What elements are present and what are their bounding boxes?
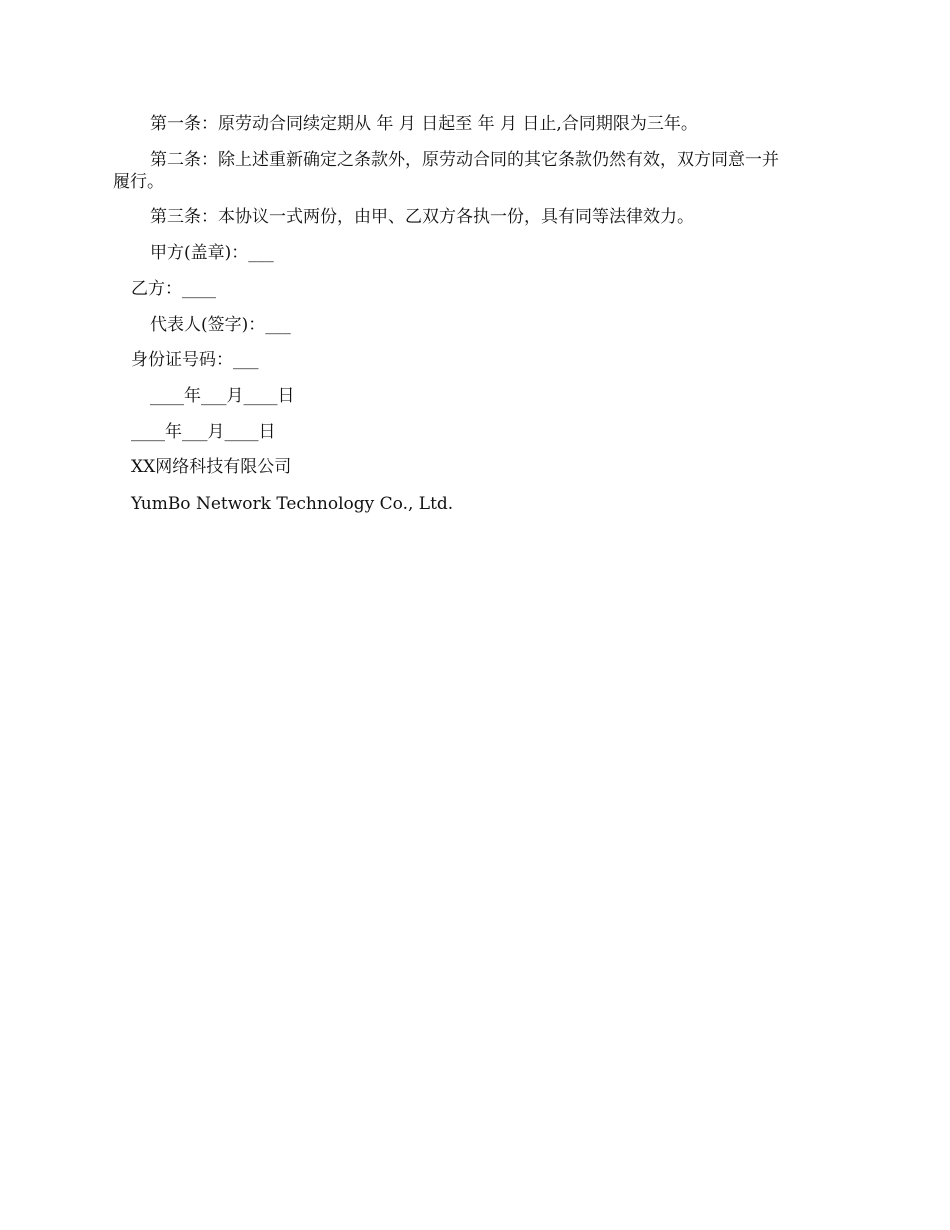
clause-1: 第一条：原劳动合同续定期从 年 月 日起至 年 月 日止,合同期限为三年。 — [150, 114, 698, 134]
representative-signature: 代表人(签字)：___ — [150, 315, 291, 335]
date-party-b: ____年___月____日 — [131, 422, 276, 442]
clause-2-line-1: 第二条：除上述重新确定之条款外，原劳动合同的其它条款仍然有效，双方同意一并 — [150, 150, 779, 170]
party-a-seal: 甲方(盖章)：___ — [150, 243, 274, 263]
clause-2-line-2: 履行。 — [113, 172, 164, 192]
clause-3: 第三条：本协议一式两份，由甲、乙双方各执一份，具有同等法律效力。 — [150, 207, 694, 227]
date-party-a: ____年___月____日 — [150, 386, 295, 406]
id-number: 身份证号码：___ — [131, 350, 259, 370]
party-b: 乙方：____ — [131, 279, 216, 299]
company-name-en: YumBo Network Technology Co., Ltd. — [131, 494, 454, 514]
company-name-cn: XX网络科技有限公司 — [131, 457, 292, 477]
